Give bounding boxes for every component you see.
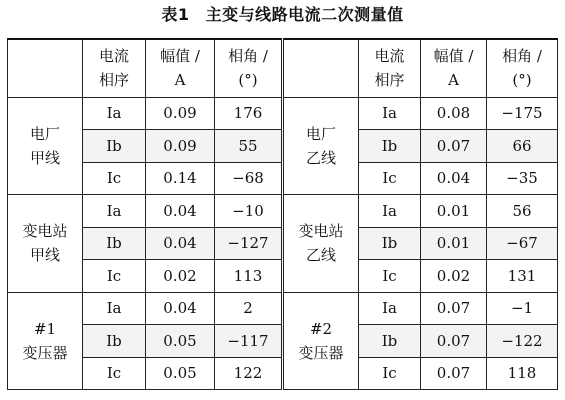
angle-cell: −35 <box>487 162 558 195</box>
phase-cell: Ib <box>83 130 146 163</box>
amplitude-cell: 0.02 <box>421 260 487 293</box>
phase-cell: Ib <box>359 227 421 260</box>
angle-cell: 56 <box>487 195 558 228</box>
amplitude-cell: 0.05 <box>146 325 215 358</box>
amplitude-cell: 0.02 <box>146 260 215 293</box>
amplitude-cell: 0.07 <box>421 130 487 163</box>
phase-cell: Ib <box>83 227 146 260</box>
angle-cell: −127 <box>215 227 283 260</box>
angle-cell: −68 <box>215 162 283 195</box>
phase-cell: Ib <box>83 325 146 358</box>
group-label-left: 电厂 甲线 <box>8 97 83 195</box>
angle-cell: 113 <box>215 260 283 293</box>
header-amplitude-left: 幅值 / A <box>146 39 215 97</box>
header-phase-seq-left: 电流 相序 <box>83 39 146 97</box>
header-blank-right <box>283 39 359 97</box>
phase-cell: Ia <box>359 292 421 325</box>
angle-cell: 66 <box>487 130 558 163</box>
phase-cell: Ia <box>83 195 146 228</box>
amplitude-cell: 0.09 <box>146 130 215 163</box>
amplitude-cell: 0.04 <box>146 292 215 325</box>
amplitude-cell: 0.09 <box>146 97 215 130</box>
angle-cell: −10 <box>215 195 283 228</box>
table-title: 主变与线路电流二次测量值 <box>205 5 404 24</box>
angle-cell: −1 <box>487 292 558 325</box>
phase-cell: Ic <box>83 260 146 293</box>
phase-cell: Ic <box>359 260 421 293</box>
amplitude-cell: 0.08 <box>421 97 487 130</box>
group-label-right: 变电站 乙线 <box>283 195 359 293</box>
amplitude-cell: 0.04 <box>146 195 215 228</box>
table-row <box>8 97 558 130</box>
angle-cell: 176 <box>215 97 283 130</box>
header-blank-left <box>8 39 83 97</box>
amplitude-cell: 0.04 <box>146 227 215 260</box>
phase-cell: Ic <box>359 357 421 390</box>
phase-cell: Ib <box>359 130 421 163</box>
measurement-table <box>7 38 558 390</box>
header-angle-left: 相角 / (°) <box>215 39 283 97</box>
angle-cell: −117 <box>215 325 283 358</box>
table-row <box>8 195 558 228</box>
angle-cell: 55 <box>215 130 283 163</box>
phase-cell: Ib <box>359 325 421 358</box>
angle-cell: 2 <box>215 292 283 325</box>
group-label-left: 变电站 甲线 <box>8 195 83 293</box>
angle-cell: −67 <box>487 227 558 260</box>
phase-cell: Ic <box>83 357 146 390</box>
angle-cell: 122 <box>215 357 283 390</box>
phase-cell: Ia <box>83 97 146 130</box>
header-row <box>8 39 558 97</box>
angle-cell: −175 <box>487 97 558 130</box>
table-row <box>8 292 558 325</box>
group-label-left: #1 变压器 <box>8 292 83 390</box>
phase-cell: Ia <box>359 195 421 228</box>
table-number: 表1 <box>161 5 190 24</box>
phase-cell: Ia <box>83 292 146 325</box>
group-label-right: 电厂 乙线 <box>283 97 359 195</box>
amplitude-cell: 0.07 <box>421 357 487 390</box>
phase-cell: Ia <box>359 97 421 130</box>
amplitude-cell: 0.07 <box>421 325 487 358</box>
header-amplitude-right: 幅值 / A <box>421 39 487 97</box>
angle-cell: 118 <box>487 357 558 390</box>
amplitude-cell: 0.04 <box>421 162 487 195</box>
angle-cell: 131 <box>487 260 558 293</box>
phase-cell: Ic <box>359 162 421 195</box>
amplitude-cell: 0.05 <box>146 357 215 390</box>
amplitude-cell: 0.01 <box>421 227 487 260</box>
phase-cell: Ic <box>83 162 146 195</box>
amplitude-cell: 0.14 <box>146 162 215 195</box>
angle-cell: −122 <box>487 325 558 358</box>
amplitude-cell: 0.07 <box>421 292 487 325</box>
group-label-right: #2 变压器 <box>283 292 359 390</box>
header-phase-seq-right: 电流 相序 <box>359 39 421 97</box>
table-caption <box>0 4 565 26</box>
amplitude-cell: 0.01 <box>421 195 487 228</box>
header-angle-right: 相角 / (°) <box>487 39 558 97</box>
